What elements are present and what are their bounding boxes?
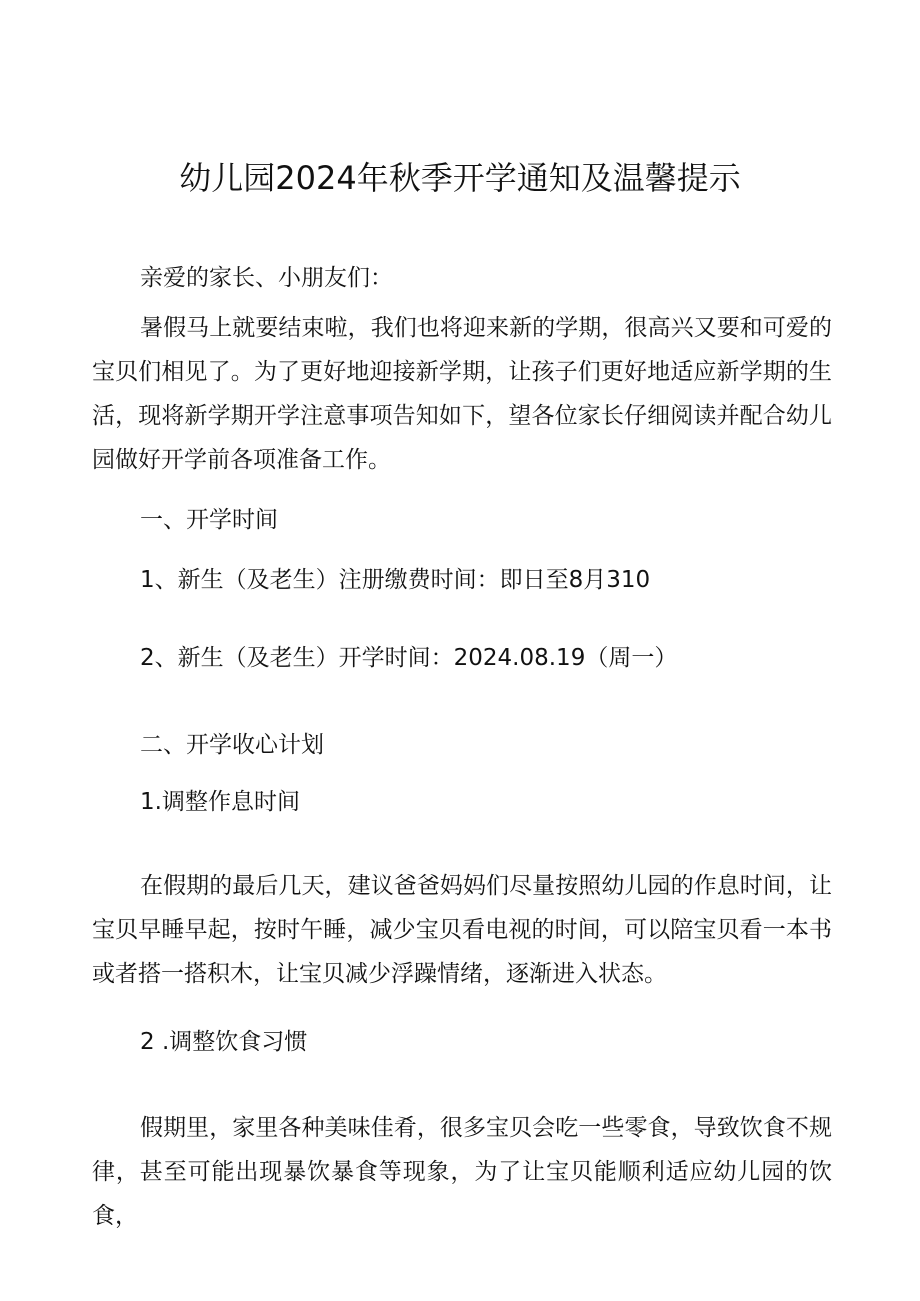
section1-item2: 2、新生（及老生）开学时间：2024.08.19（周一） <box>140 645 678 671</box>
section2-sub2-heading: 2 .调整饮食习惯 <box>140 1029 308 1055</box>
intro-paragraph: 暑假马上就要结束啦，我们也将迎来新的学期，很高兴又要和可爱的宝贝们相见了。为了更好地迎接新学期，让孩子们更好地适应新学期的生活，现将新学期开学注意事项告知如下，望各位家长仔细阅读并配合幼儿园做好开学前各项准备工作。 <box>92 315 832 473</box>
section1-heading: 一、开学时间 <box>140 507 278 533</box>
section2-sub1-paragraph: 在假期的最后几天，建议爸爸妈妈们尽量按照幼儿园的作息时间，让宝贝早睡早起，按时午睡，减少宝贝看电视的时间，可以陪宝贝看一本书或者搭一搭积木，让宝贝减少浮躁情绪，逐渐进入状态。 <box>92 873 832 987</box>
section2-sub1-heading: 1.调整作息时间 <box>140 789 300 815</box>
greeting: 亲爱的家长、小朋友们： <box>140 265 393 291</box>
document-title: 幼儿园2024年秋季开学通知及温馨提示 <box>179 159 741 197</box>
section1-item1: 1、新生（及老生）注册缴费时间：即日至8月310 <box>140 567 651 593</box>
section2-sub2-paragraph: 假期里，家里各种美味佳肴，很多宝贝会吃一些零食，导致饮食不规律，甚至可能出现暴饮暴食等现象，为了让宝贝能顺利适应幼儿园的饮食， <box>92 1115 832 1229</box>
section2-heading: 二、开学收心计划 <box>140 732 324 758</box>
